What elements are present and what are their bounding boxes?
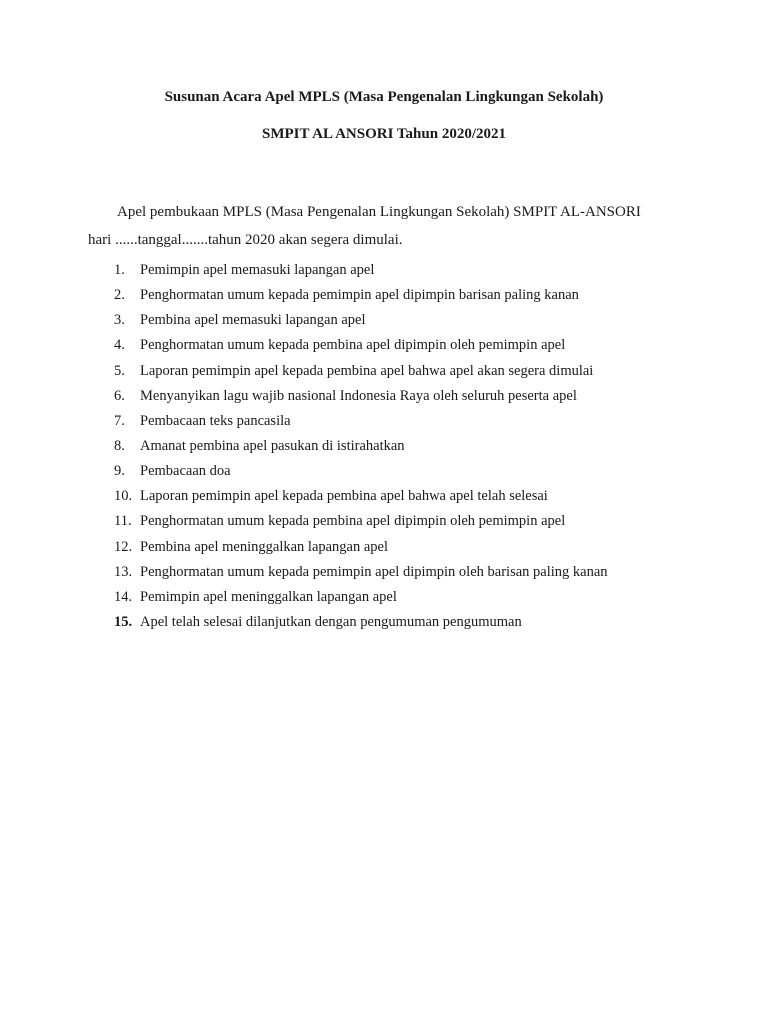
list-item-text: Pemimpin apel meninggalkan lapangan apel [140,588,397,605]
list-item-number: 14. [114,588,133,605]
list-item-text: Pembacaan doa [140,463,231,480]
list-item-text: Penghormatan umum kepada pemimpin apel dipimpin oleh barisan paling kanan [140,563,608,580]
list-item-text: Pemimpin apel memasuki lapangan apel [140,262,375,278]
list-item [0,587,768,612]
list-item [0,411,768,436]
list-item-text: Penghormatan umum kepada pembina apel dipimpin oleh pemimpin apel [140,337,566,354]
list-item-number: 9. [114,463,125,480]
document-subtitle: SMPIT AL ANSORI Tahun 2020/2021 [262,126,506,142]
list-item [0,436,768,461]
list-item-number: 1. [114,262,125,278]
list-item-text: Menyanyikan lagu wajib nasional Indonesia Raya oleh seluruh peserta apel [140,387,577,404]
document-title: Susunan Acara Apel MPLS (Masa Pengenalan Lingkungan Sekolah) [164,89,604,105]
list-item-number: 5. [114,362,125,379]
list-item-number: 6. [114,387,125,404]
agenda-list [0,260,768,637]
list-item [0,537,768,562]
list-item-number: 3. [114,312,125,329]
list-item-text: Laporan pemimpin apel kepada pembina apel bahwa apel akan segera dimulai [140,362,594,379]
list-item-number: 12. [114,538,133,555]
list-item [0,461,768,486]
list-item [0,361,768,386]
list-item-text: Pembina apel meninggalkan lapangan apel [140,538,389,555]
intro-paragraph [88,198,678,254]
list-item [0,612,768,637]
list-item-number: 7. [114,412,125,429]
list-item-number: 4. [114,337,125,354]
list-item [0,260,768,285]
list-item-number: 13. [114,563,133,580]
list-item-number: 2. [114,287,125,304]
list-item-text: Penghormatan umum kepada pembina apel dipimpin oleh pemimpin apel [140,513,566,530]
list-item-number: 15. [114,613,133,630]
list-item [0,562,768,587]
list-item-text: Pembacaan teks pancasila [140,412,291,429]
list-item-number: 11. [114,513,132,530]
list-item-text: Amanat pembina apel pasukan di istirahatkan [140,437,405,454]
list-item-number: 10. [114,488,133,505]
list-item-text: Pembina apel memasuki lapangan apel [140,312,366,329]
list-item [0,486,768,511]
list-item [0,335,768,360]
list-item [0,285,768,310]
list-item [0,310,768,335]
list-item [0,511,768,536]
list-item-number: 8. [114,437,125,454]
intro-line: Apel pembukaan MPLS (Masa Pengenalan Lingkungan Sekolah) SMPIT AL-ANSORI [117,204,641,220]
intro-line: hari ......tanggal.......tahun 2020 akan segera dimulai. [88,232,403,248]
list-item-text: Laporan pemimpin apel kepada pembina apel bahwa apel telah selesai [140,488,548,505]
list-item [0,386,768,411]
list-item-text: Apel telah selesai dilanjutkan dengan pengumuman pengumuman [140,613,522,630]
list-item-text: Penghormatan umum kepada pemimpin apel dipimpin barisan paling kanan [140,287,579,304]
